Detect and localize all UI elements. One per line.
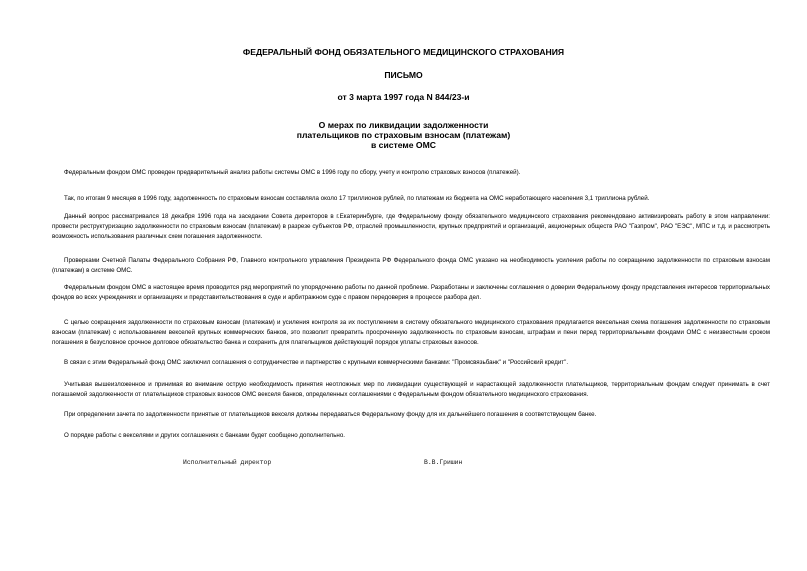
document-date-number: от 3 марта 1997 года N 844/23-и bbox=[337, 92, 470, 102]
paragraph-2: Так, по итогам 9 месяцев в 1996 году, задолженность по страховым взносам составляла около 17 триллионов рублей, по платежам из бюджета на ОМС неработающего населения 3,1 триллиона рублей. bbox=[64, 195, 650, 202]
organization-name: ФЕДЕРАЛЬНЫЙ ФОНД ОБЯЗАТЕЛЬНОГО МЕДИЦИНСКОГО СТРАХОВАНИЯ bbox=[242, 47, 565, 57]
title-line-3: в системе ОМС bbox=[371, 140, 436, 150]
paragraph-4: Проверками Счетной Палаты Федерального Собрания РФ, Главного контрольного управления Президента РФ Федерального фонда ОМС указано на необходимость усиления работы по сокращению задолженности по страховым взносам (платежам) в системе ОМС. bbox=[52, 257, 770, 274]
signature-position: Исполнительный директор bbox=[183, 459, 272, 466]
paragraph-3: Данный вопрос рассматривался 18 декабря 1996 года на заседании Совета директоров в г.Екатеринбурге, где Федеральному фонду обязательного медицинского страхования рекомендовано активизировать работу в этом направлении: провести реструктуризацию задолженности по страховым взносам (платежам) в разрезе субъектов РФ, отраслей промышленности, крупных предприятий и организаций, акционерных обществ РАО "Газпром", РАО "ЕЭС", МПС и т.д. и рассмотреть возможность использования различных схем погашения задолженности. bbox=[52, 213, 770, 240]
title-line-1: О мерах по ликвидации задолженности bbox=[318, 120, 489, 130]
paragraph-10: О порядке работы с векселями и других соглашениях с банками будет сообщено дополнительно. bbox=[64, 432, 345, 439]
paragraph-9: При определении зачета по задолженности принятые от плательщиков векселя должны передаваться Федеральному фонду для их дальнейшего погашения в соответствующем банке. bbox=[64, 411, 597, 418]
document-type: ПИСЬМО bbox=[384, 70, 423, 80]
paragraph-7: В связи с этим Федеральный фонд ОМС заключил соглашения о сотрудничестве и партнерстве с крупными коммерческими банками: "Промсвязьбанк" и "Российский кредит". bbox=[64, 359, 569, 366]
signature-name: В.В.Гришин bbox=[424, 459, 463, 466]
paragraph-6: С целью сокращения задолженности по страховым взносам (платежам) и усиления контроля за их поступлением в систему обязательного медицинского страхования предлагается вексельная схема погашения задолженности по страховым взносам (платежам) с использованием векселей крупных коммерческих банков, это позволит превратить просроченную задолженность по страховым взносам, штрафам и пени перед территориальными фондами ОМС с неизвестным сроком погашения в безусловное срочное долговое обязательство банка и сохранить для плательщиков действующий порядок уплаты страховых взносов. bbox=[52, 319, 770, 346]
paragraph-5: Федеральным фондом ОМС в настоящее время проводится ряд мероприятий по упорядочению работы по данной проблеме. Разработаны и заключены соглашения о доверии Федеральному фонду представления интересов территориальных фондов во всех учреждениях и организациях и представительствования в суде и арбитражном суде с правом передоверия в процессе разбора дел. bbox=[52, 284, 770, 301]
paragraph-8: Учитывая вышеизложенное и принимая во внимание острую необходимость принятия неотложных мер по ликвидации существующей и нарастающей задолженности плательщиков, территориальным фондам следует принимать в счет погашаемой задолженности от плательщиков страховых взносов ОМС векселя банков, определенных соглашениями с Федеральным фондом обязательного медицинского страхования. bbox=[52, 381, 770, 398]
title-line-2: плательщиков по страховым взносам (платежам) bbox=[296, 130, 511, 140]
paragraph-1: Федеральным фондом ОМС проведен предварительный анализ работы системы ОМС в 1996 году по сбору, учету и контролю страховых взносов (платежей). bbox=[64, 169, 521, 176]
